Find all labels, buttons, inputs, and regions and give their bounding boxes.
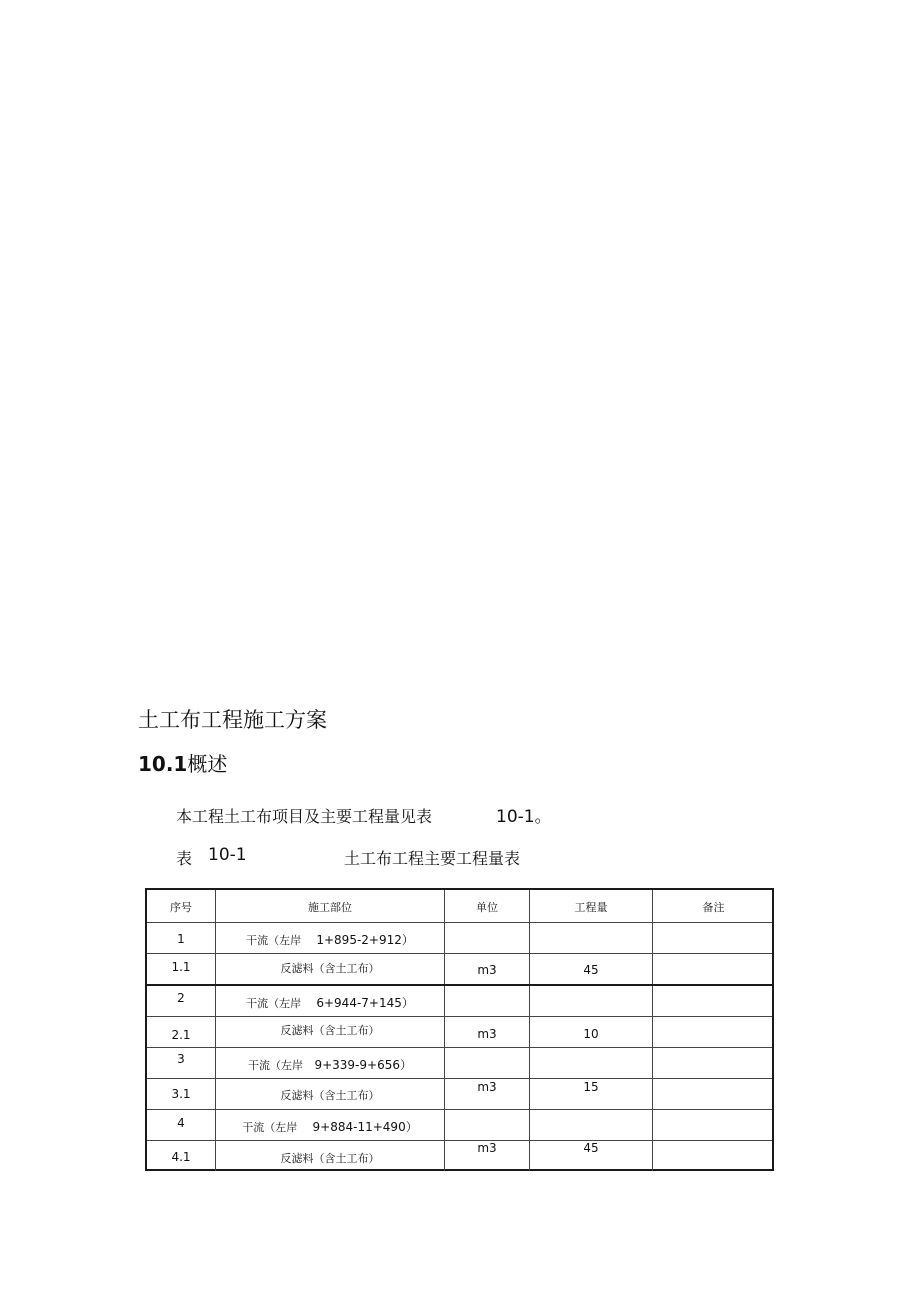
table-row (147, 1079, 772, 1110)
caption-number: 10-1 (208, 845, 247, 865)
section-number: 10.1 (138, 752, 188, 776)
table-row (147, 1110, 772, 1141)
cell-quantity: 45 (530, 1141, 653, 1171)
cell-quantity: 45 (530, 954, 653, 984)
cell-note (653, 1017, 774, 1047)
cell-unit: m3 (445, 1017, 530, 1047)
table-row (147, 1017, 772, 1048)
section-title: 概述 (187, 752, 228, 776)
header-cell-unit: 单位 (445, 890, 530, 922)
cell-quantity (530, 923, 653, 953)
section-heading (138, 748, 227, 777)
caption-title: 土工布工程主要工程量表 (344, 849, 521, 868)
cell-location: 干流（左岸 1+895-2+912） (216, 923, 445, 953)
quantity-table (145, 888, 774, 1171)
cell-no: 4.1 (147, 1141, 216, 1171)
cell-quantity (530, 1048, 653, 1078)
cell-quantity (530, 1110, 653, 1140)
cell-location: 反滤料（含土工布） (216, 1141, 445, 1171)
table-row (147, 1141, 772, 1171)
header-cell-quantity: 工程量 (530, 890, 653, 922)
intro-text: 本工程土工布项目及主要工程量见表 (176, 807, 433, 826)
table-header-row (147, 890, 772, 923)
cell-no: 3 (147, 1048, 216, 1078)
caption-label: 表 (176, 849, 193, 868)
table-row (147, 954, 772, 986)
cell-location: 反滤料（含土工布） (216, 1079, 445, 1109)
header-cell-no: 序号 (147, 890, 216, 922)
cell-unit: m3 (445, 1079, 530, 1109)
cell-no: 4 (147, 1110, 216, 1140)
cell-unit: m3 (445, 954, 530, 984)
table-caption (176, 846, 676, 870)
cell-location: 干流（左岸 9+884-11+490） (216, 1110, 445, 1140)
table-row (147, 986, 772, 1017)
cell-note (653, 986, 774, 1016)
intro-table-ref: 10-1。 (496, 807, 552, 827)
cell-unit (445, 1048, 530, 1078)
cell-unit (445, 986, 530, 1016)
cell-location: 反滤料（含土工布） (216, 1017, 445, 1047)
cell-quantity: 15 (530, 1079, 653, 1109)
cell-unit (445, 923, 530, 953)
cell-no: 2 (147, 986, 216, 1016)
cell-quantity: 10 (530, 1017, 653, 1047)
cell-location: 干流（左岸 6+944-7+145） (216, 986, 445, 1016)
cell-unit (445, 1110, 530, 1140)
cell-note (653, 954, 774, 984)
document-title: 土工布工程施工方案 (138, 708, 327, 732)
cell-note (653, 1048, 774, 1078)
header-cell-note: 备注 (702, 901, 725, 914)
cell-note (653, 1079, 774, 1109)
cell-note (653, 923, 774, 953)
table-row (147, 1048, 772, 1079)
cell-unit: m3 (445, 1141, 530, 1171)
cell-location: 反滤料（含土工布） (216, 954, 445, 984)
cell-no: 1 (147, 923, 216, 953)
cell-no: 2.1 (147, 1017, 216, 1047)
cell-note (653, 1110, 774, 1140)
cell-no: 3.1 (147, 1079, 216, 1109)
cell-no: 1.1 (147, 954, 216, 984)
cell-quantity (530, 986, 653, 1016)
table-row (147, 923, 772, 954)
intro-paragraph (176, 804, 552, 827)
header-cell-location: 施工部位 (216, 890, 445, 922)
cell-location: 干流（左岸 9+339-9+656） (216, 1048, 445, 1078)
cell-note (653, 1141, 774, 1171)
